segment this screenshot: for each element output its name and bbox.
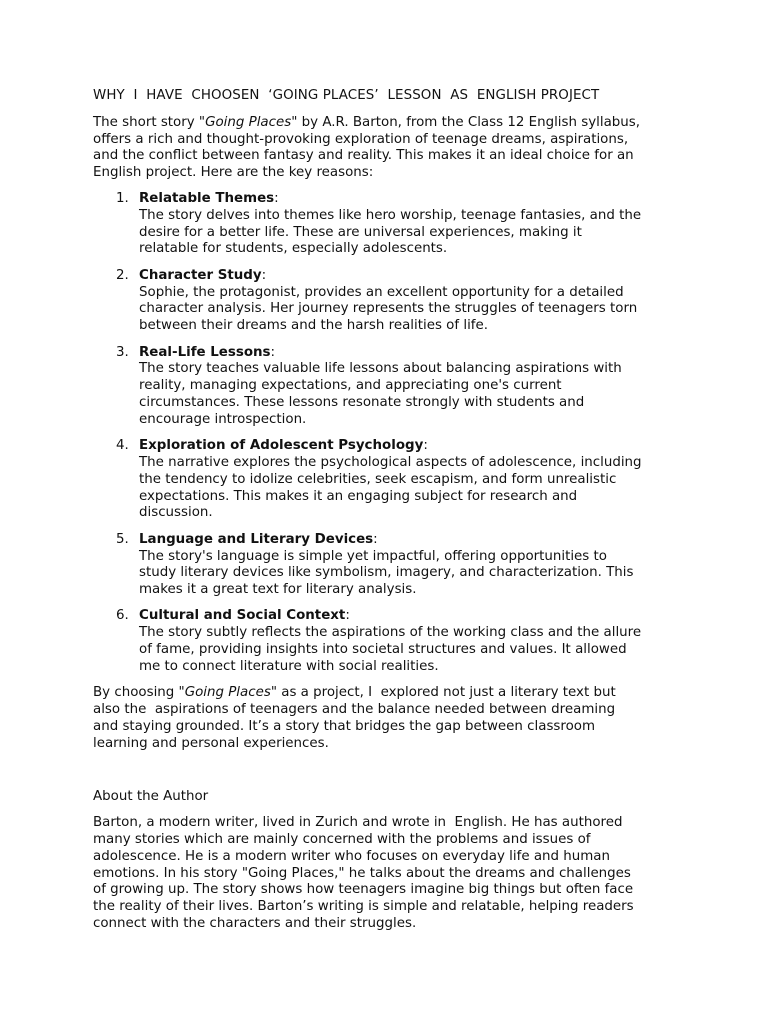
reason-line: of fame, providing insights into societal structures and values. It allowed — [139, 642, 627, 658]
reason-line: The story teaches valuable life lessons about balancing aspirations with — [139, 361, 622, 377]
closing-line: also the aspirations of teenagers and the balance needed between dreaming — [93, 702, 616, 718]
reason-number: 6. — [116, 608, 129, 624]
reason-heading-line — [139, 532, 680, 549]
reason-heading: Exploration of Adolescent Psychology — [139, 438, 424, 454]
reason-colon: : — [270, 344, 276, 360]
about-author-heading: About the Author — [93, 789, 209, 805]
reason-number: 3. — [116, 344, 129, 360]
reason-line: The story delves into themes like hero worship, teenage fantasies, and the — [139, 207, 642, 223]
reason-line: between their dreams and the harsh realities of life. — [139, 318, 488, 334]
reason-number: 5. — [116, 531, 129, 547]
intro-line: and the conflict between fantasy and reality. This makes it an ideal choice for an — [93, 148, 634, 164]
reason-heading: Character Study — [139, 267, 262, 283]
intro-paragraph — [93, 115, 680, 182]
reason-heading: Cultural and Social Context — [139, 608, 346, 624]
reason-line: The narrative explores the psychological aspects of adolescence, including — [139, 454, 642, 470]
reason-line: me to connect literature with social realities. — [139, 658, 439, 674]
reason-heading-line — [139, 268, 680, 285]
reason-line: The story subtly reflects the aspirations of the working class and the allure — [139, 625, 642, 641]
reason-heading-line — [139, 438, 680, 455]
reason-line: character analysis. Her journey represents the struggles of teenagers torn — [139, 301, 638, 317]
about-line: adolescence. He is a modern writer who focuses on everyday life and human — [93, 848, 610, 864]
about-line: many stories which are mainly concerned with the problems and issues of — [93, 832, 591, 848]
reason-colon: : — [345, 608, 350, 624]
document-title: WHY I HAVE CHOOSEN ‘GOING PLACES’ LESSON AS ENGLISH PROJECT — [93, 88, 600, 103]
intro-line-1 — [93, 115, 680, 132]
about-line: connect with the characters and their struggles. — [93, 916, 417, 932]
reason-line: expectations. This makes it an engaging subject for research and — [139, 488, 578, 504]
reason-line: circumstances. These lessons resonate strongly with students and — [139, 394, 585, 410]
closing-prefix: By choosing " — [93, 685, 185, 701]
reason-item-cultural-social-context — [93, 608, 680, 675]
reason-colon: : — [373, 531, 378, 547]
reason-line: makes it a great text for literary analysis. — [139, 582, 417, 598]
reason-line: reality, managing expectations, and appreciating one's current — [139, 378, 562, 394]
reason-number: 1. — [116, 190, 129, 206]
closing-paragraph — [93, 685, 680, 752]
closing-suffix: " as a project, I explored not just a literary text but — [270, 685, 616, 701]
about-line: Barton, a modern writer, lived in Zurich and wrote in English. He has authored — [93, 815, 623, 831]
intro-prefix: The short story " — [93, 114, 206, 130]
reason-line: desire for a better life. These are universal experiences, making it — [139, 224, 582, 240]
reason-heading-line — [139, 608, 680, 625]
reason-line: relatable for students, especially adolescents. — [139, 241, 448, 257]
about-line: the reality of their lives. Barton’s writing is simple and relatable, helping readers — [93, 899, 634, 915]
reason-heading-line — [139, 345, 680, 362]
reason-item-relatable-themes — [93, 191, 680, 258]
intro-line: offers a rich and thought-provoking exploration of teenage dreams, aspirations, — [93, 131, 629, 147]
reason-heading: Real-Life Lessons — [139, 344, 271, 360]
intro-line: English project. Here are the key reasons: — [93, 165, 374, 181]
reason-number: 4. — [116, 438, 129, 454]
intro-story-title: Going Places — [205, 114, 292, 130]
reason-colon: : — [423, 438, 428, 454]
reason-heading: Language and Literary Devices — [139, 531, 374, 547]
closing-story-title: Going Places — [184, 685, 271, 701]
reason-item-literary-devices — [93, 532, 680, 599]
reasons-list — [93, 191, 680, 676]
reason-item-character-study — [93, 268, 680, 335]
reason-colon: : — [274, 190, 279, 206]
reason-line: the tendency to idolize celebrities, seek escapism, and form unrealistic — [139, 471, 617, 487]
about-author-paragraph — [93, 815, 680, 933]
closing-line: and staying grounded. It’s a story that bridges the gap between classroom — [93, 718, 596, 734]
reason-line: Sophie, the protagonist, provides an excellent opportunity for a detailed — [139, 284, 624, 300]
reason-line: The story's language is simple yet impactful, offering opportunities to — [139, 548, 607, 564]
about-line: emotions. In his story "Going Places," he talks about the dreams and challenges — [93, 865, 631, 881]
reason-line: discussion. — [139, 505, 213, 521]
intro-suffix: " by A.R. Barton, from the Class 12 English syllabus, — [291, 114, 640, 130]
reason-number: 2. — [116, 267, 129, 283]
reason-colon: : — [261, 267, 267, 283]
closing-line-1 — [93, 685, 680, 702]
reason-line: encourage introspection. — [139, 411, 307, 427]
reason-heading-line — [139, 191, 680, 208]
reason-heading: Relatable Themes — [139, 190, 275, 206]
reason-item-real-life-lessons — [93, 345, 680, 429]
reason-item-adolescent-psychology — [93, 438, 680, 522]
about-line: of growing up. The story shows how teenagers imagine big things but often face — [93, 882, 634, 898]
reason-line: study literary devices like symbolism, imagery, and characterization. This — [139, 565, 634, 581]
closing-line: learning and personal experiences. — [93, 735, 329, 751]
